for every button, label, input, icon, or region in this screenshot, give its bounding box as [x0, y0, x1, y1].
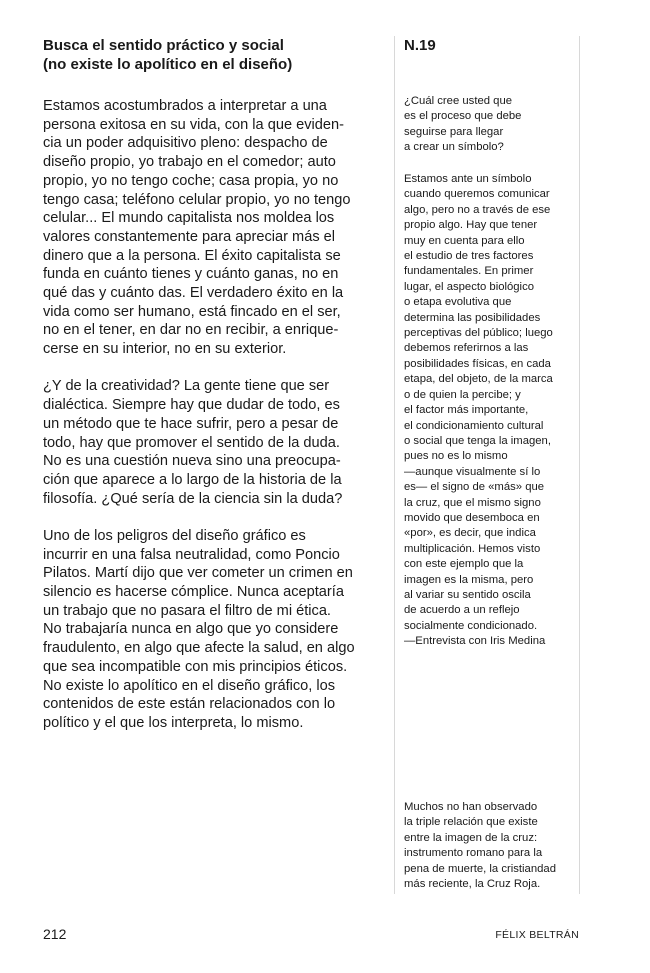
paragraph-line: político y el que los interpreta, lo mismo.: [43, 714, 304, 731]
paragraph-line: fraudulento, en algo que afecte la salud, en algo: [43, 640, 355, 657]
paragraph-line: Pilatos. Martí dijo que ver cometer un crimen en: [43, 565, 353, 582]
paragraph-line: Estamos acostumbrados a interpretar a una: [43, 98, 327, 114]
paragraph-line: celular... El mundo capitalista nos moldea los: [43, 210, 335, 227]
sidebar-line: —aunque visualmente sí lo: [404, 465, 541, 478]
main-column: [43, 36, 378, 751]
sidebar-line: o etapa evolutiva que: [404, 296, 512, 309]
sidebar-line: o social que tenga la imagen,: [404, 434, 551, 447]
paragraph-line: un trabajo que no pasara el filtro de mi ética.: [43, 602, 331, 619]
paragraph-line: cia un poder adquisitivo pleno: despacho de: [43, 135, 328, 152]
sidebar-line: a crear un símbolo?: [404, 141, 504, 154]
sidebar-line: pena de muerte, la cristiandad: [404, 862, 556, 875]
sidebar-line: al variar su sentido oscila: [404, 588, 531, 601]
sidebar-line: multiplicación. Hemos visto: [404, 542, 541, 555]
paragraph-line: tengo casa; teléfono celular propio, yo no tengo: [43, 191, 351, 208]
sidebar-question: [404, 94, 521, 156]
sidebar-line: socialmente condicionado.: [404, 619, 538, 632]
sidebar-answer: [404, 172, 553, 650]
sidebar-title: N.19: [404, 37, 436, 54]
sidebar-line: —Entrevista con Iris Medina: [404, 635, 546, 648]
paragraph: [43, 527, 378, 733]
paragraph-line: silencio es hacerse cómplice. Nunca aceptaría: [43, 584, 344, 601]
paragraph-line: dinero que a la persona. El éxito capitalista se: [43, 247, 341, 264]
paragraph-line: propio, yo no tengo coche; casa propia, yo no: [43, 172, 339, 189]
sidebar-line: o de quien la percibe; y: [404, 388, 521, 401]
sidebar-line: el condicionamiento cultural: [404, 419, 544, 432]
paragraph-line: qué das y cuánto das. El verdadero éxito en la: [43, 285, 344, 302]
sidebar-line: muy en cuenta para ello: [404, 234, 525, 247]
heading-line: (no existe lo apolítico en el diseño): [43, 56, 293, 73]
heading-line: Busca el sentido práctico y social: [43, 37, 284, 54]
paragraph-line: vida como ser humano, está fincado en el ser,: [43, 303, 341, 320]
body-text: [43, 97, 378, 733]
sidebar-line: la triple relación que existe: [404, 816, 538, 829]
sidebar-line: cuando queremos comunicar: [404, 188, 550, 201]
sidebar-line: seguirse para llegar: [404, 125, 504, 138]
page-number: 212: [43, 926, 67, 942]
paragraph-line: un método que te hace sufrir, pero a pesar de: [43, 415, 339, 432]
paragraph-line: diseño propio, yo trabajo en el comedor; auto: [43, 154, 336, 171]
sidebar-line: el estudio de tres factores: [404, 250, 534, 263]
paragraph: [43, 377, 378, 508]
paragraph-line: No trabajaría nunca en algo que yo considere: [43, 621, 339, 638]
sidebar-line: de acuerdo a un reflejo: [404, 604, 520, 617]
sidebar-line: etapa, del objeto, de la marca: [404, 373, 553, 386]
sidebar-line: instrumento romano para la: [404, 847, 543, 860]
paragraph-line: ción que aparece a lo largo de la historia de la: [43, 471, 342, 488]
paragraph-line: persona exitosa en su vida, con la que eviden-: [43, 116, 344, 133]
paragraph-line: contenidos de este están relacionados con lo: [43, 696, 336, 713]
column-divider-left: [394, 36, 395, 894]
column-divider-right: [579, 36, 580, 894]
sidebar-line: más reciente, la Cruz Roja.: [404, 878, 541, 891]
paragraph-line: funda en cuánto tienes y cuánto ganas, no en: [43, 266, 339, 283]
paragraph: [43, 97, 378, 359]
sidebar-line: el factor más importante,: [404, 404, 529, 417]
sidebar-line: imagen es la misma, pero: [404, 573, 534, 586]
paragraph-line: No es una cuestión nueva sino una preocupa-: [43, 453, 341, 470]
paragraph-line: No existe lo apolítico en el diseño gráfico, los: [43, 677, 336, 694]
paragraph-line: Uno de los peligros del diseño gráfico es: [43, 527, 306, 544]
paragraph-line: filosofía. ¿Qué sería de la ciencia sin la duda?: [43, 490, 343, 507]
paragraph-line: valores constantemente para apreciar más el: [43, 228, 336, 245]
author-name: FÉLIX BELTRÁN: [495, 929, 579, 941]
sidebar-line: con este ejemplo que la: [404, 558, 524, 571]
paragraph-line: dialéctica. Siempre hay que dudar de todo, es: [43, 397, 340, 414]
section-heading: [43, 36, 378, 74]
sidebar-line: ¿Cuál cree usted que: [404, 95, 513, 107]
sidebar-line: Muchos no han observado: [404, 801, 538, 813]
sidebar-line: fundamentales. En primer: [404, 265, 534, 278]
sidebar-line: es— el signo de «más» que: [404, 481, 545, 494]
sidebar-line: algo, pero no a través de ese: [404, 203, 551, 216]
sidebar-line: lugar, el aspecto biológico: [404, 280, 535, 293]
sidebar-line: posibilidades físicas, en cada: [404, 357, 551, 370]
sidebar-note: [404, 800, 556, 892]
sidebar-line: determina las posibilidades: [404, 311, 541, 324]
paragraph-line: incurrir en una falsa neutralidad, como Poncio: [43, 546, 340, 563]
sidebar-line: es el proceso que debe: [404, 110, 522, 123]
sidebar-line: propio algo. Hay que tener: [404, 219, 538, 232]
sidebar-line: perceptivas del público; luego: [404, 327, 553, 340]
paragraph-line: que sea incompatible con mis principios éticos.: [43, 658, 348, 675]
sidebar-line: debemos referirnos a las: [404, 342, 529, 355]
paragraph-line: no en el tener, en dar no en recibir, a enrique-: [43, 322, 339, 339]
paragraph-line: cerse en su interior, no en su exterior.: [43, 341, 287, 358]
sidebar-line: pues no es lo mismo: [404, 450, 508, 463]
sidebar-column: [404, 36, 576, 891]
sidebar-line: entre la imagen de la cruz:: [404, 831, 538, 844]
sidebar-line: la cruz, que el mismo signo: [404, 496, 541, 509]
sidebar-line: «por», es decir, que indica: [404, 527, 536, 540]
sidebar-line: movido que desemboca en: [404, 511, 540, 524]
paragraph-line: ¿Y de la creatividad? La gente tiene que ser: [43, 378, 330, 395]
sidebar-line: Estamos ante un símbolo: [404, 173, 532, 185]
paragraph-line: todo, hay que promover el sentido de la duda.: [43, 434, 340, 451]
